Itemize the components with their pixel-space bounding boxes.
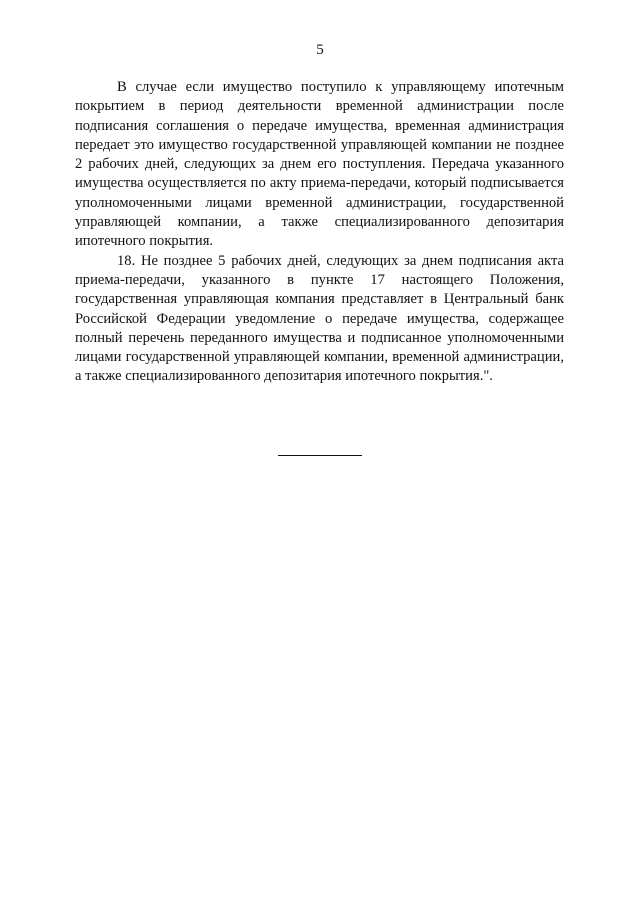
end-of-text-rule bbox=[278, 455, 362, 456]
paragraph-18-notification: 18. Не позднее 5 рабочих дней, следующих за днем подписания акта приема-передачи, указанного в пункте 17 настоящего Положения, государственная управляющая компания представляет в Центральный банк Российской Федерации уведомление о передаче имущества, содержащее полный перечень переданного имущества и подписанное уполномоченными лицами государственной управляющей компании, временной администрации, а также специализированного депозитария ипотечного покрытия.". bbox=[75, 252, 564, 385]
paragraph-temporary-administration-transfer: В случае если имущество поступило к управляющему ипотечным покрытием в период деятельности временной администрации после подписания соглашения о передаче имущества, временная администрация передает это имущество государственной управляющей компании не позднее 2 рабочих дней, следующих за днем его поступления. Передача указанного имущества осуществляется по акту приема-передачи, который подписывается уполномоченными лицами временной администрации, государственной управляющей компании, а также специализированного депозитария ипотечного покрытия. bbox=[75, 79, 564, 250]
document-body bbox=[75, 78, 564, 387]
page-number: 5 bbox=[316, 42, 324, 58]
